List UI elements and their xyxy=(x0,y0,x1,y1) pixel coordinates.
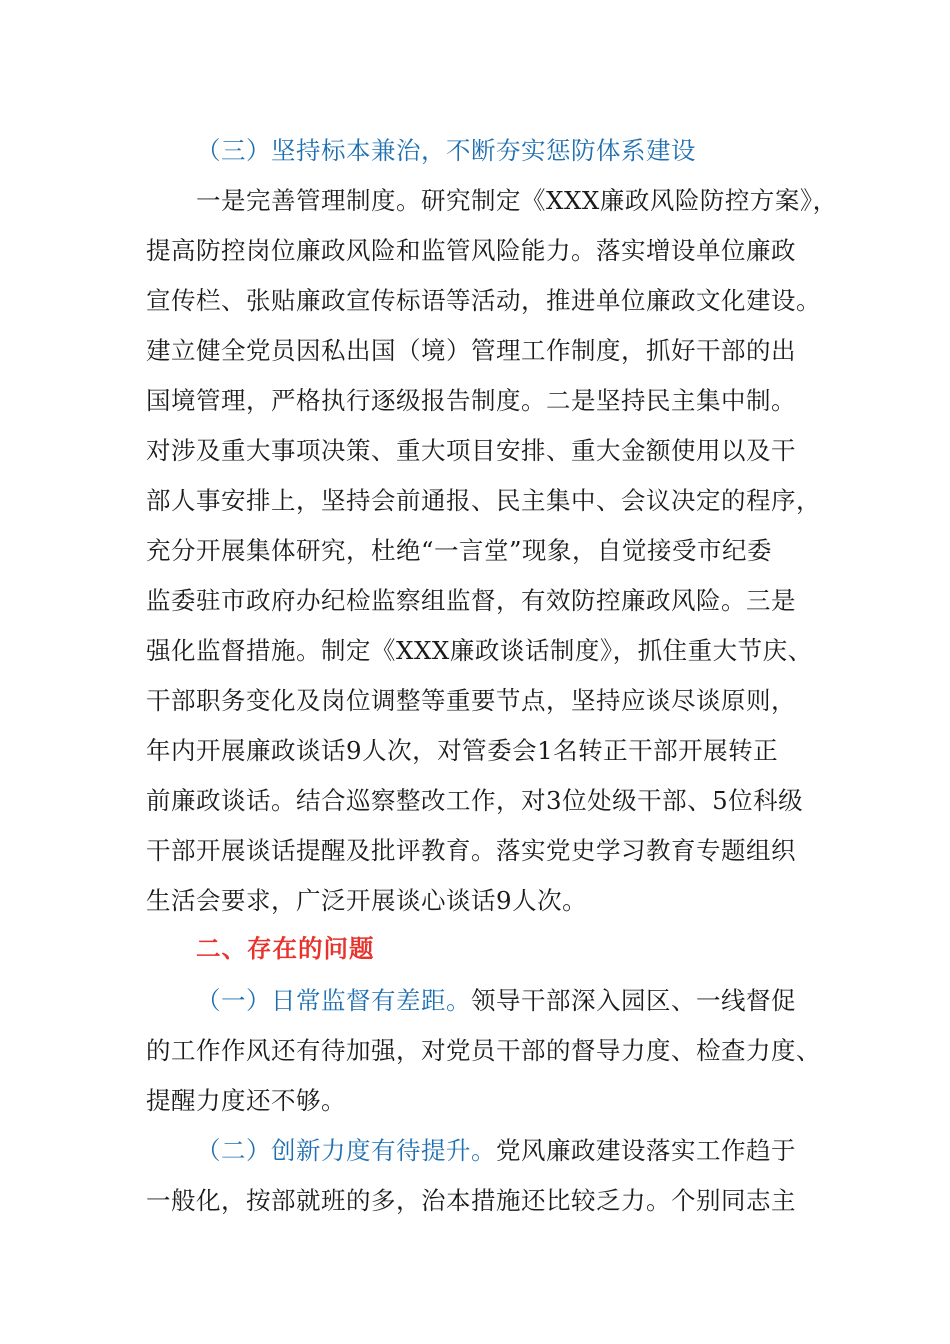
body-line: 监委驻市政府办纪检监察组监督，有效防控廉政风险。三是 xyxy=(146,586,796,615)
body-line: 的工作作风还有待加强，对党员干部的督导力度、检查力度、 xyxy=(146,1036,821,1065)
part-two-heading: 二、存在的问题 xyxy=(196,934,375,963)
body-line: 一般化，按部就班的多，治本措施还比较乏力。个别同志主 xyxy=(146,1186,796,1215)
body-line: 对涉及重大事项决策、重大项目安排、重大金额使用以及干 xyxy=(146,436,796,465)
body-line: 国境管理，严格执行逐级报告制度。二是坚持民主集中制。 xyxy=(146,386,796,415)
problem-one-first-line xyxy=(196,984,796,1018)
problem-two-text: 党风廉政建设落实工作趋于 xyxy=(496,1136,796,1165)
body-line: 前廉政谈话。结合巡察整改工作，对3位处级干部、5位科级 xyxy=(146,786,804,815)
problem-one-title: （一）日常监督有差距。 xyxy=(196,986,471,1015)
problem-two-first-line xyxy=(196,1134,796,1168)
body-line: 年内开展廉政谈话9人次，对管委会1名转正干部开展转正 xyxy=(146,736,779,765)
body-line: 一是完善管理制度。研究制定《XXX廉政风险防控方案》， xyxy=(196,186,838,215)
body-line: 提高防控岗位廉政风险和监管风险能力。落实增设单位廉政 xyxy=(146,236,796,265)
problem-one-text: 领导干部深入园区、一线督促 xyxy=(471,986,796,1015)
body-line: 干部职务变化及岗位调整等重要节点，坚持应谈尽谈原则， xyxy=(146,686,796,715)
body-line: 部人事安排上，坚持会前通报、民主集中、会议决定的程序， xyxy=(146,486,821,515)
body-line: 建立健全党员因私出国（境）管理工作制度，抓好干部的出 xyxy=(146,336,796,365)
body-line: 充分开展集体研究，杜绝“一言堂”现象，自觉接受市纪委 xyxy=(146,536,773,565)
body-line: 宣传栏、张贴廉政宣传标语等活动，推进单位廉政文化建设。 xyxy=(146,286,821,315)
problem-two-title: （二）创新力度有待提升。 xyxy=(196,1136,496,1165)
body-line: 干部开展谈话提醒及批评教育。落实党史学习教育专题组织 xyxy=(146,836,796,865)
section-three-heading: （三）坚持标本兼治，不断夯实惩防体系建设 xyxy=(196,136,696,165)
body-line: 提醒力度还不够。 xyxy=(146,1086,346,1115)
body-line: 生活会要求，广泛开展谈心谈话9人次。 xyxy=(146,886,588,915)
body-line: 强化监督措施。制定《XXX廉政谈话制度》，抓住重大节庆、 xyxy=(146,636,813,665)
